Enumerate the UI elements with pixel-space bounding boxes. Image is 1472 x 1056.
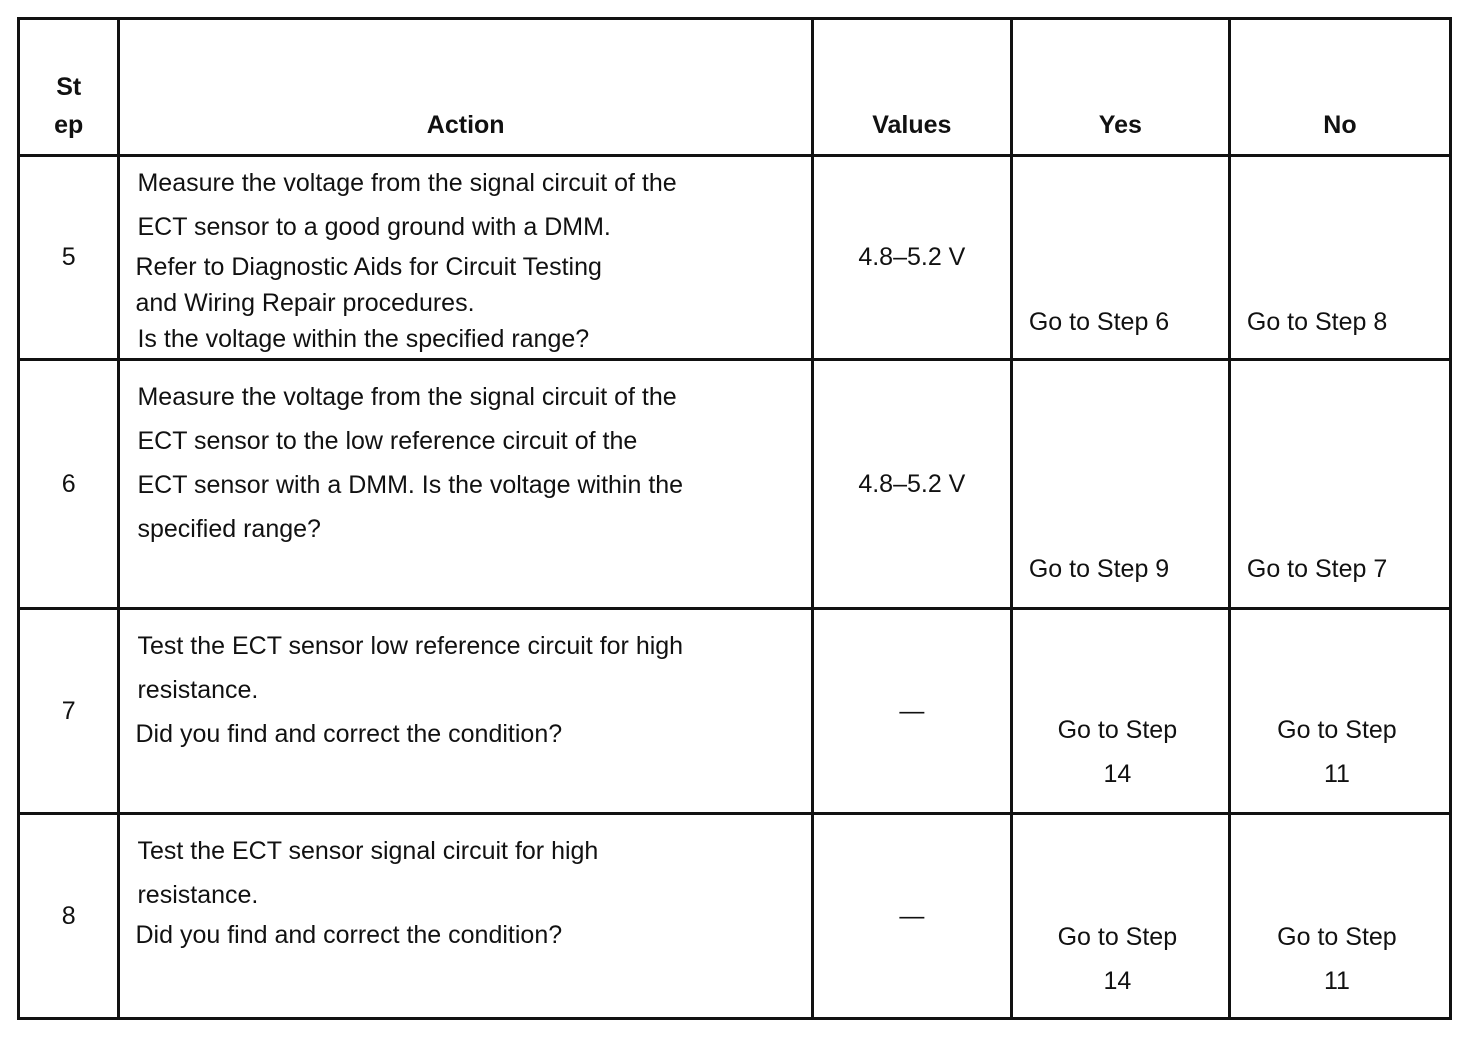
action-cell <box>119 814 812 1019</box>
table-row <box>19 360 1451 609</box>
table-row <box>19 156 1451 360</box>
no-cell <box>1229 609 1450 814</box>
yes-cell <box>1011 156 1229 360</box>
action-line: ECT sensor to the low reference circuit of the <box>137 427 638 455</box>
yes-goto-step: 14 <box>1103 967 1132 995</box>
no-cell <box>1229 156 1450 360</box>
action-line: Did you find and correct the condition? <box>135 921 563 949</box>
step-number: 5 <box>19 156 119 360</box>
header-step-line-2: ep <box>54 111 84 139</box>
action-cell <box>119 156 812 360</box>
values-cell: — <box>812 609 1011 814</box>
yes-goto: Go to Step 6 <box>1028 308 1170 336</box>
table-row <box>19 609 1451 814</box>
action-line: resistance. <box>137 676 259 704</box>
no-goto-step: 11 <box>1323 760 1350 788</box>
no-goto: Go to Step 8 <box>1246 308 1388 336</box>
no-cell <box>1229 360 1450 609</box>
no-goto: Go to Step <box>1277 923 1397 951</box>
values-cell: — <box>812 814 1011 1019</box>
action-cell <box>119 360 812 609</box>
no-cell <box>1229 814 1450 1019</box>
diagnostic-table <box>17 17 1452 1020</box>
yes-cell <box>1011 360 1229 609</box>
step-number: 7 <box>19 609 119 814</box>
action-line: and Wiring Repair procedures. <box>135 289 475 317</box>
action-line: Test the ECT sensor signal circuit for high <box>137 837 599 865</box>
yes-goto-step: 14 <box>1103 760 1132 788</box>
action-line: Did you find and correct the condition? <box>135 720 563 748</box>
header-no: No <box>1229 19 1450 156</box>
action-line: ECT sensor to a good ground with a DMM. <box>137 213 611 241</box>
action-line: Is the voltage within the specified range? <box>137 325 590 353</box>
values-cell: 4.8–5.2 V <box>812 156 1011 360</box>
yes-cell <box>1011 609 1229 814</box>
header-step <box>19 19 119 156</box>
header-step-line-1: St <box>56 73 82 101</box>
no-goto: Go to Step 7 <box>1246 555 1388 583</box>
header-yes: Yes <box>1011 19 1229 156</box>
action-line: Measure the voltage from the signal circuit of the <box>137 383 677 411</box>
yes-goto: Go to Step <box>1057 716 1178 744</box>
no-goto-step: 11 <box>1323 967 1350 995</box>
table-row <box>19 814 1451 1019</box>
yes-cell <box>1011 814 1229 1019</box>
action-line: Measure the voltage from the signal circuit of the <box>137 169 677 197</box>
no-goto: Go to Step <box>1277 716 1397 744</box>
action-line: specified range? <box>137 515 321 543</box>
action-line: Test the ECT sensor low reference circuit for high <box>137 632 684 660</box>
yes-goto: Go to Step 9 <box>1028 555 1170 583</box>
yes-goto: Go to Step <box>1057 923 1178 951</box>
step-number: 6 <box>19 360 119 609</box>
header-row <box>19 19 1451 156</box>
action-line: Refer to Diagnostic Aids for Circuit Testing <box>135 253 602 281</box>
values-cell: 4.8–5.2 V <box>812 360 1011 609</box>
action-line: resistance. <box>137 881 259 909</box>
action-line: ECT sensor with a DMM. Is the voltage within the <box>137 471 684 499</box>
header-values: Values <box>812 19 1011 156</box>
action-cell <box>119 609 812 814</box>
header-action: Action <box>119 19 812 156</box>
step-number: 8 <box>19 814 119 1019</box>
